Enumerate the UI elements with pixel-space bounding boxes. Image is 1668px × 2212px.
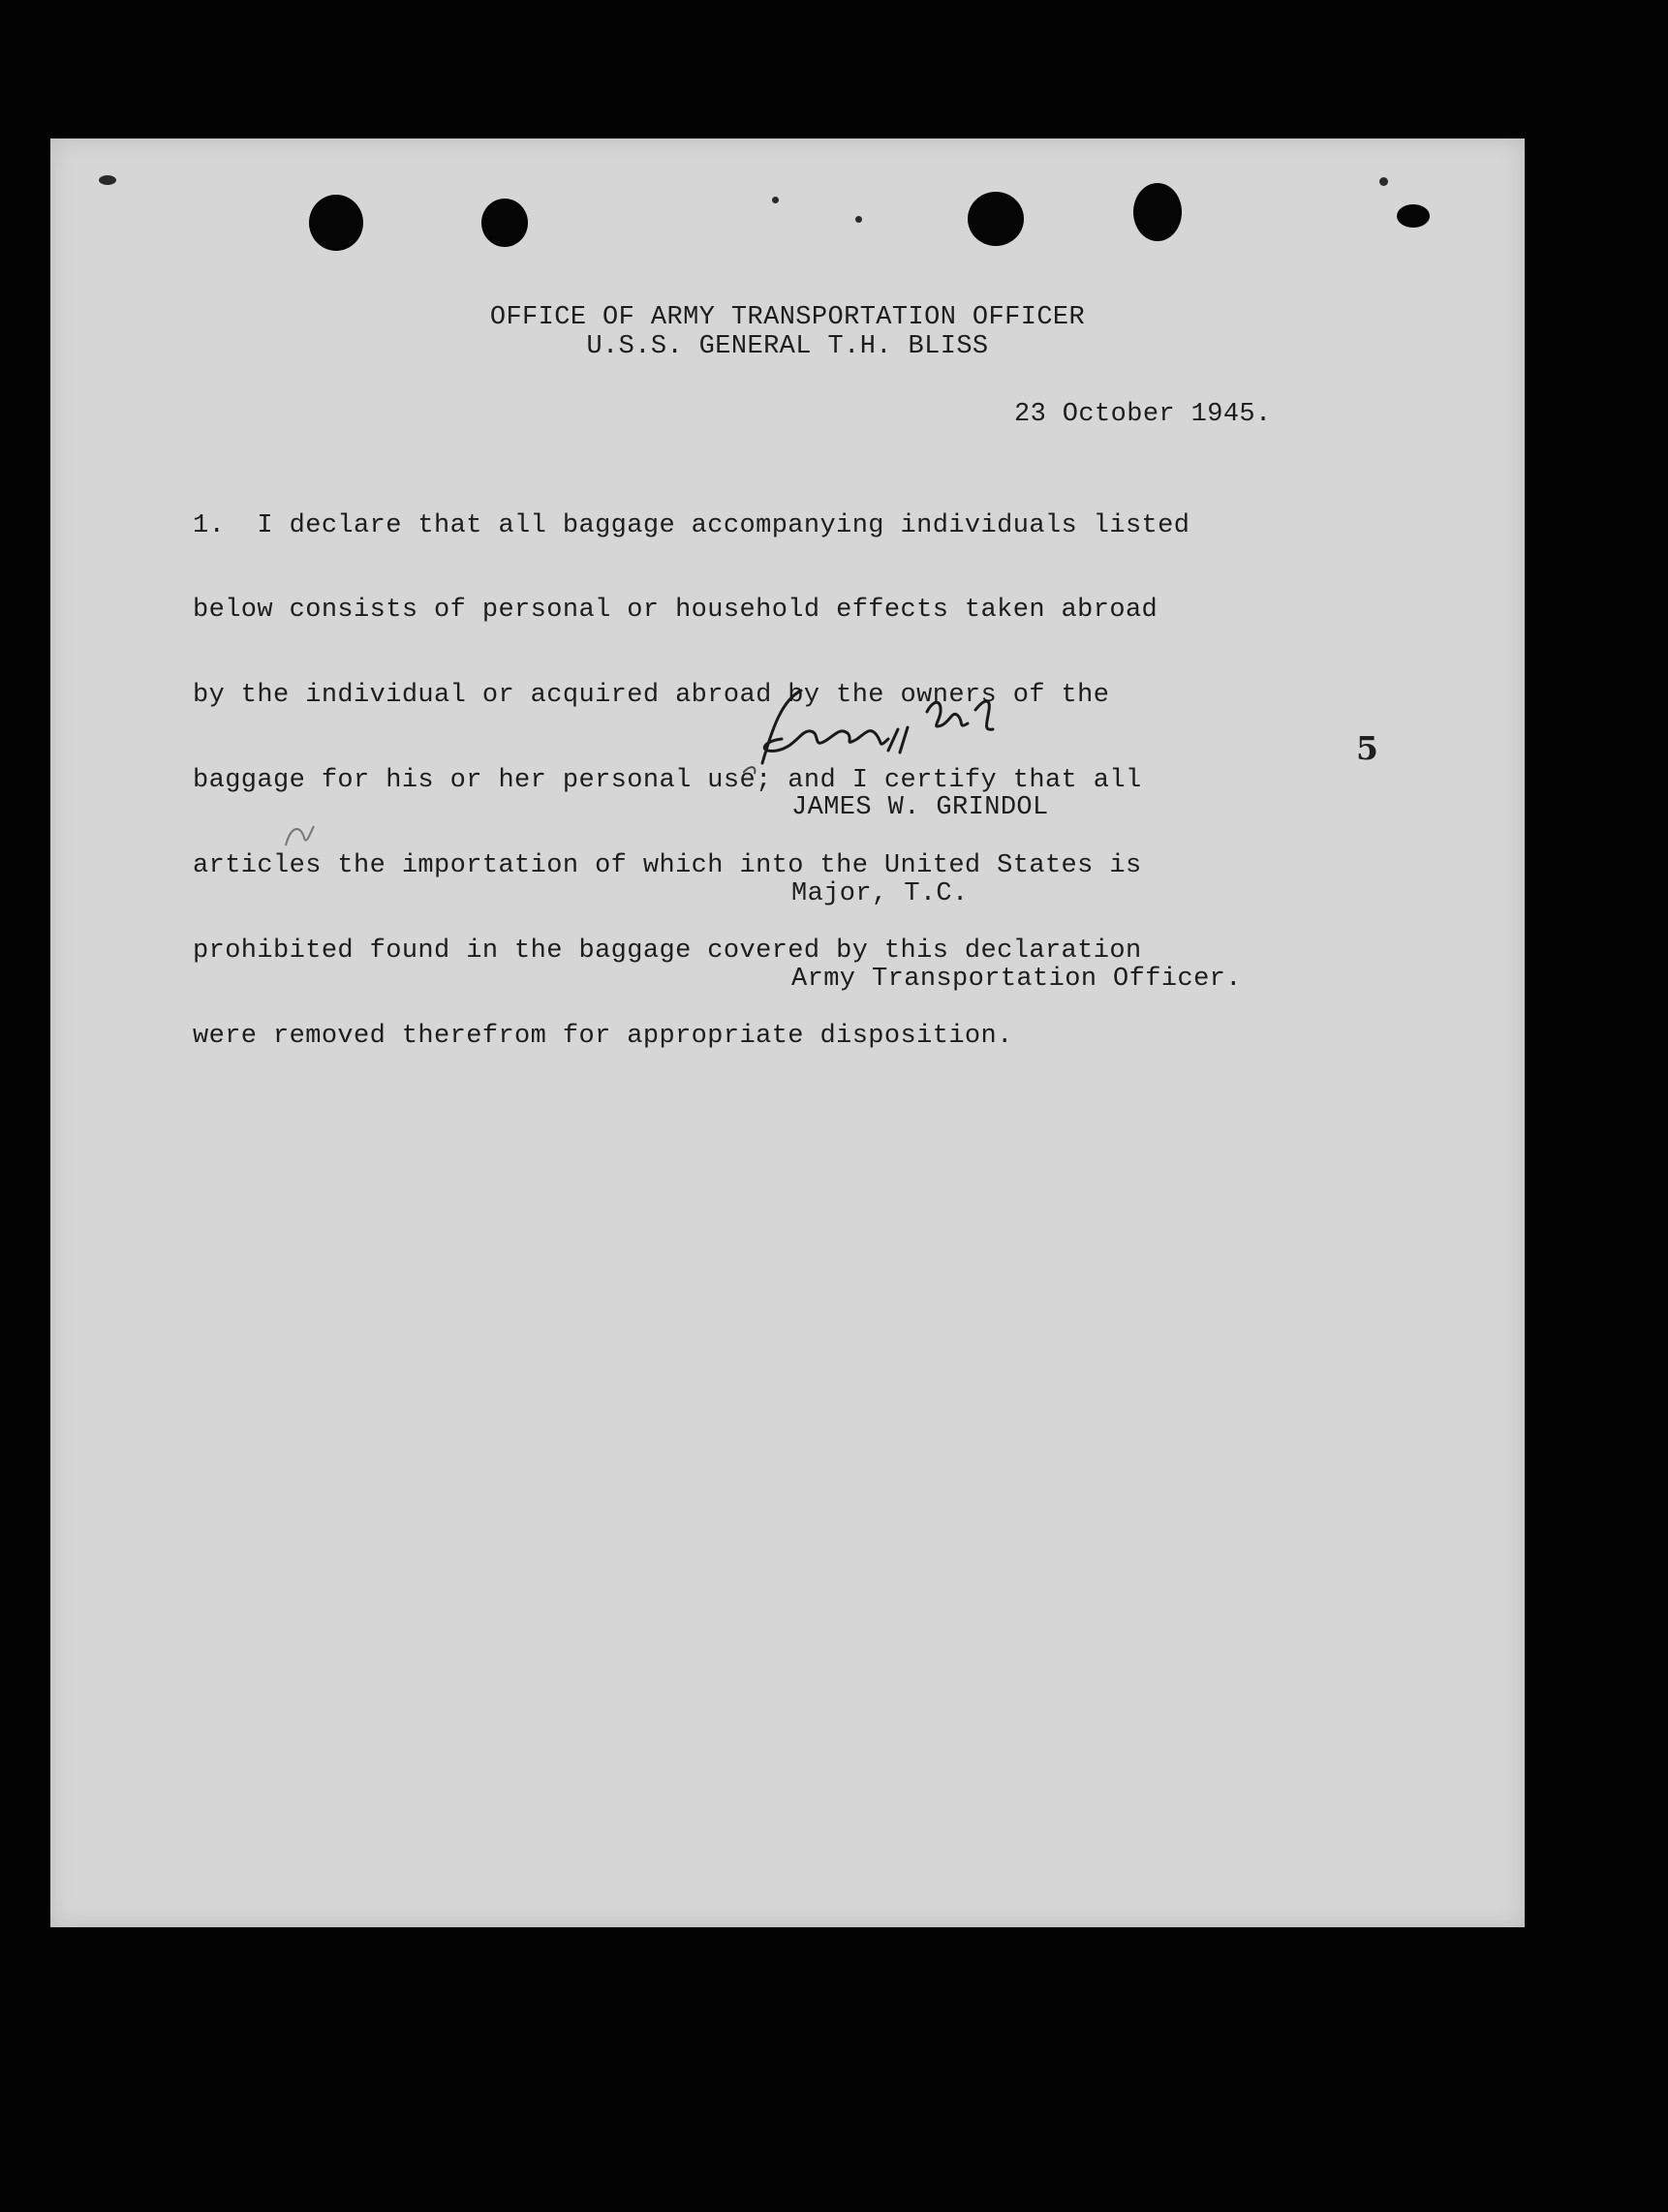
header-line-2: U.S.S. GENERAL T.H. BLISS: [586, 332, 989, 361]
edge-speck-left: [99, 175, 116, 185]
declaration-line: 1. I declare that all baggage accompanying individuals listed: [193, 510, 1190, 540]
office-header: [50, 303, 1525, 361]
declaration-line: baggage for his or her personal use; and I certify that all: [193, 766, 1142, 796]
declaration-line: articles the importation of which into the United States is: [193, 851, 1142, 881]
declaration-line: by the individual or acquired abroad by the owners of the: [193, 681, 1110, 711]
punch-hole-4: [1133, 183, 1182, 241]
document-page: [50, 138, 1525, 1927]
punch-hole-3: [968, 192, 1024, 246]
header-line-1: OFFICE OF ARMY TRANSPORTATION OFFICER: [489, 303, 1086, 332]
edge-speck-2: [855, 216, 862, 223]
page-number: 5: [1356, 729, 1378, 767]
punch-hole-5: [1397, 204, 1430, 228]
edge-speck-1: [772, 197, 779, 203]
signature-block: [791, 737, 1242, 1052]
declaration-line: prohibited found in the baggage covered by this declaration: [193, 937, 1142, 967]
declaration-line: below consists of personal or household effects taken abroad: [193, 596, 1158, 626]
punch-hole-1: [309, 195, 363, 251]
document-date: 23 October 1945.: [1014, 400, 1272, 429]
edge-speck-3: [1379, 177, 1388, 186]
pencil-mark: [281, 816, 320, 860]
signatory-name: JAMES W. GRINDOL: [791, 793, 1049, 822]
declaration-line: were removed therefrom for appropriate disposition.: [193, 1021, 1013, 1051]
punch-hole-2: [481, 199, 528, 247]
signatory-rank: Major, T.C.: [791, 878, 969, 908]
signatory-title: Army Transportation Officer.: [791, 965, 1242, 994]
